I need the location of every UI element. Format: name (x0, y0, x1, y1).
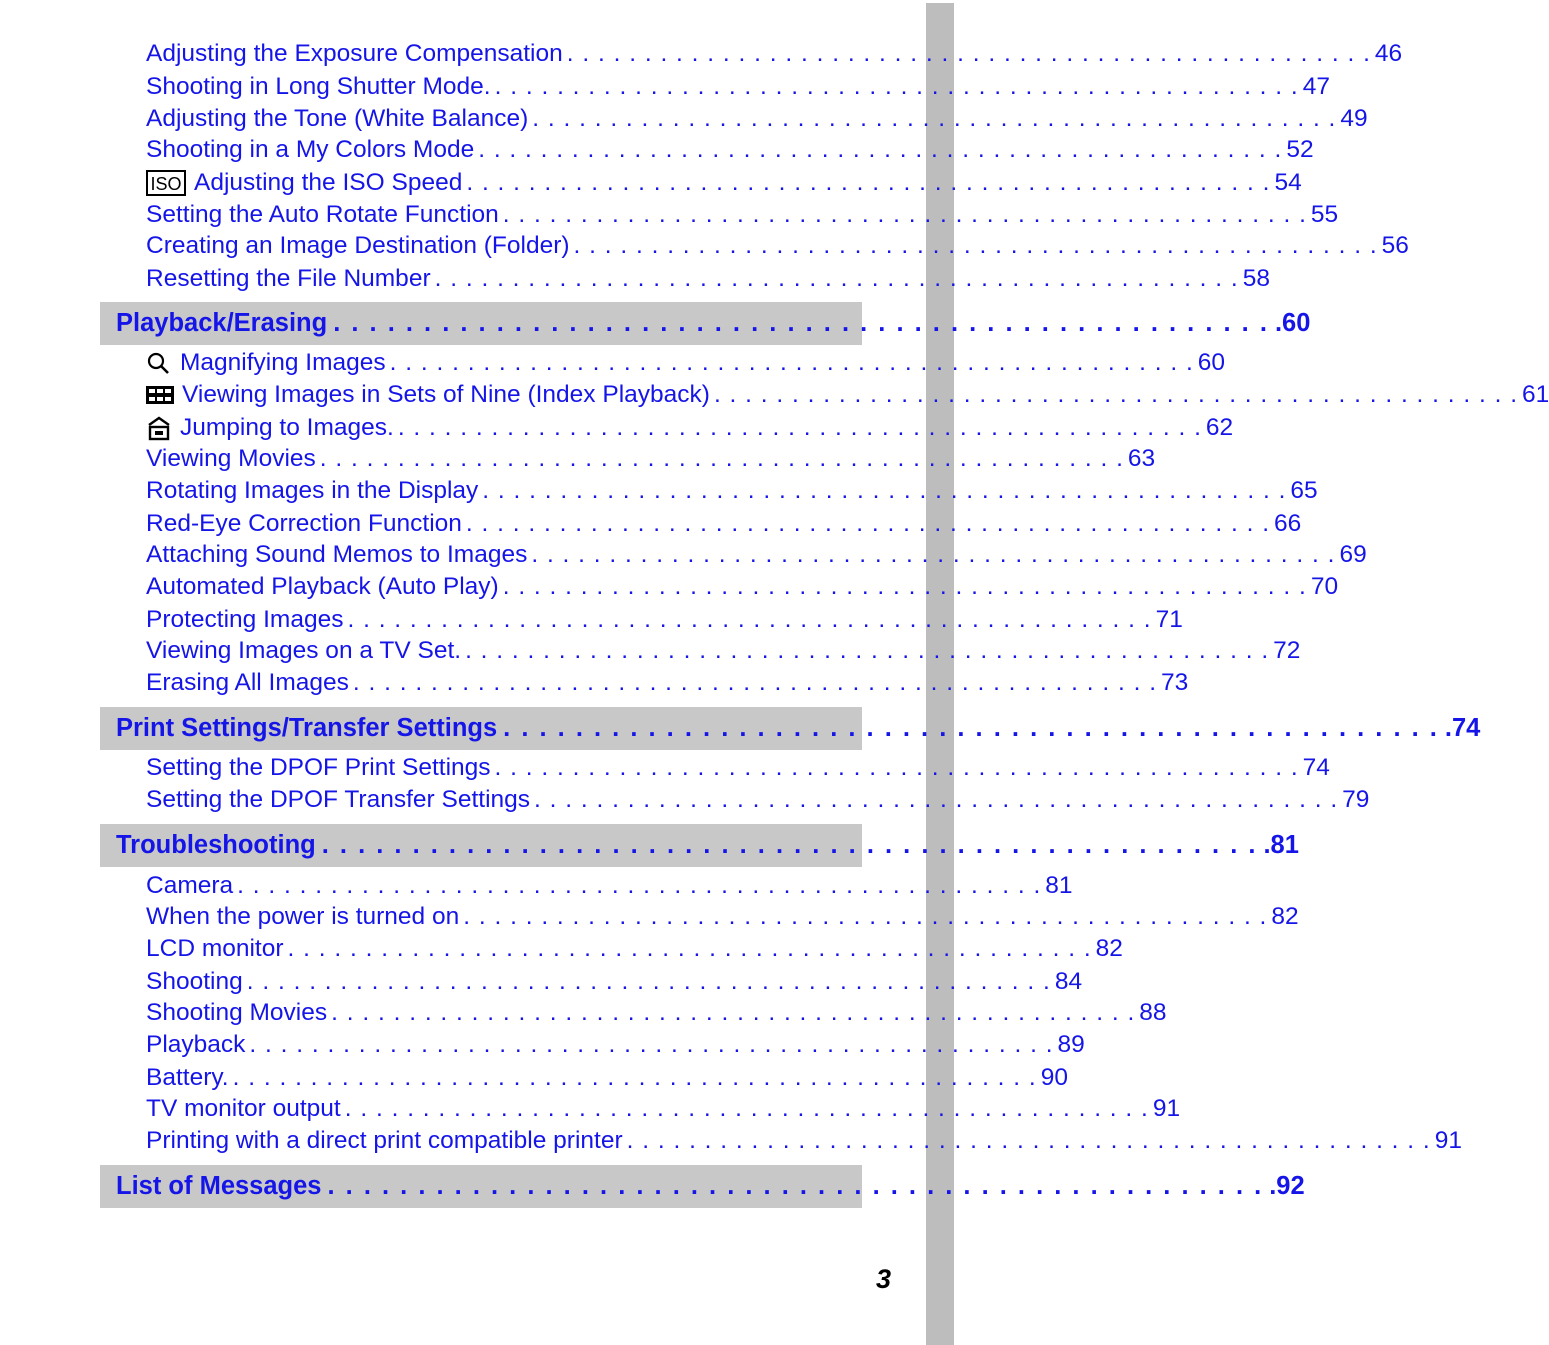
section-header-playback[interactable] (100, 302, 1311, 345)
toc-entry-page: 52 (1286, 136, 1314, 163)
toc-entry[interactable] (146, 412, 1234, 444)
toc-entry[interactable] (146, 443, 1156, 475)
leader-dots: . . . . . . . . . . . . . . . . . . . . . . . . . . . . . . . . . . . . . . . . . . . . . . . . . . . . (463, 903, 1268, 930)
toc-entry[interactable] (146, 966, 1083, 998)
toc-entry-page: 88 (1139, 999, 1167, 1026)
toc-entry[interactable] (146, 71, 1330, 103)
toc-entry-title: Red-Eye Correction Function (146, 510, 462, 537)
page-number: 3 (876, 1264, 892, 1294)
toc-entry-title: Shooting in a My Colors Mode (146, 136, 475, 163)
toc-entry-title: Playback (146, 1031, 246, 1058)
leader-dots: . . . . . . . . . . . . . . . . . . . . . . . . . . . . . . . . . . . . . . . . . . . . . . . . . . . . (327, 1172, 1264, 1200)
toc-entry[interactable] (146, 1029, 1085, 1061)
section-title: Playback/Erasing (116, 309, 328, 337)
toc-entry-title: Attaching Sound Memos to Images (146, 541, 528, 568)
toc-entry-title: Printing with a direct print compatible printer (146, 1127, 623, 1154)
toc-entry[interactable] (146, 134, 1314, 166)
toc-entry-page: 60 (1197, 349, 1226, 376)
section-page: .92 (1269, 1172, 1305, 1200)
leader-dots: . . . . . . . . . . . . . . . . . . . . . . . . . . . . . . . . . . . . . . . . . . . . . . . . . . . . (347, 606, 1152, 633)
section-header-troubleshooting[interactable] (100, 824, 1299, 867)
toc-entry-page: 72 (1273, 637, 1301, 664)
toc-entry[interactable] (146, 1062, 1068, 1094)
toc-entry[interactable] (146, 199, 1339, 231)
toc-entry-page: 79 (1342, 786, 1370, 813)
toc-entry-page: 66 (1274, 510, 1302, 537)
toc-entry[interactable] (146, 870, 1073, 902)
toc-entry-page: 74 (1302, 754, 1330, 781)
leader-dots: . . . . . . . . . . . . . . . . . . . . . . . . . . . . . . . . . . . . . . . . . . . . . . . . . . . . (566, 40, 1371, 67)
toc-entry-page: 90 (1040, 1064, 1068, 1091)
toc-entry[interactable] (146, 263, 1270, 295)
toc-entry-title: Viewing Images on a TV Set. (146, 637, 462, 664)
toc-entry-page: 62 (1205, 414, 1234, 441)
toc-entry-page: 65 (1290, 477, 1318, 504)
toc-entry-page: 82 (1095, 935, 1123, 962)
toc-entry-page: 54 (1274, 169, 1302, 196)
toc-entry-title: Camera (146, 872, 234, 899)
toc-entry[interactable] (146, 784, 1370, 816)
toc-entry-title: Adjusting the Exposure Compensation (146, 40, 563, 67)
jump-icon (146, 415, 172, 441)
toc-entry[interactable] (146, 901, 1299, 933)
toc-entry-title: Setting the DPOF Print Settings (146, 754, 491, 781)
toc-entry-page: 55 (1310, 201, 1339, 228)
toc-entry[interactable] (146, 604, 1183, 636)
section-page: .81 (1263, 831, 1299, 859)
leader-dots: . . . . . . . . . . . . . . . . . . . . . . . . . . . . . . . . . . . . . . . . . . . . . . . . . . . . (246, 968, 1051, 995)
toc-entry[interactable] (146, 230, 1409, 262)
toc-entry-title: When the power is turned on (146, 903, 460, 930)
leader-dots: . . . . . . . . . . . . . . . . . . . . . . . . . . . . . . . . . . . . . . . . . . . . . . . . . . . . (503, 714, 1439, 742)
leader-dots: . . . . . . . . . . . . . . . . . . . . . . . . . . . . . . . . . . . . . . . . . . . . . . . . . . . . (249, 1031, 1054, 1058)
toc-entry-title: Setting the Auto Rotate Function (146, 201, 499, 228)
toc-entry-title: Magnifying Images (180, 349, 386, 376)
leader-dots: . . . . . . . . . . . . . . . . . . . . . . . . . . . . . . . . . . . . . . . . . . . . . . . . . . . . (397, 414, 1202, 441)
leader-dots: . . . . . . . . . . . . . . . . . . . . . . . . . . . . . . . . . . . . . . . . . . . . . . . . . . . . (232, 1064, 1037, 1091)
leader-dots: . . . . . . . . . . . . . . . . . . . . . . . . . . . . . . . . . . . . . . . . . . . . . . . . . . . . (478, 136, 1283, 163)
section-page: .60 (1274, 309, 1311, 337)
toc-entry-title: TV monitor output (146, 1095, 341, 1122)
toc-entry-page: 81 (1045, 872, 1073, 899)
toc-entry-page: 61 (1522, 381, 1549, 408)
leader-dots: . . . . . . . . . . . . . . . . . . . . . . . . . . . . . . . . . . . . . . . . . . . . . . . . . . . . (502, 201, 1307, 228)
leader-dots: . . . . . . . . . . . . . . . . . . . . . . . . . . . . . . . . . . . . . . . . . . . . . . . . . . . . (237, 872, 1042, 899)
toc-entry-title: Shooting Movies (146, 999, 328, 1026)
toc-entry-page: 82 (1271, 903, 1299, 930)
toc-entry-title: Resetting the File Number (146, 265, 431, 292)
leader-dots: . . . . . . . . . . . . . . . . . . . . . . . . . . . . . . . . . . . . . . . . . . . . . . . . . . . . (389, 349, 1194, 376)
toc-entry[interactable] (146, 508, 1302, 540)
toc-entry-page: 58 (1242, 265, 1270, 292)
toc-entry-title: Erasing All Images (146, 669, 349, 696)
leader-dots: . . . . . . . . . . . . . . . . . . . . . . . . . . . . . . . . . . . . . . . . . . . . . . . . . . . . (466, 169, 1271, 196)
section-title: Troubleshooting (116, 831, 316, 859)
toc-entry-title: Viewing Movies (146, 445, 316, 472)
toc-entry-title: Setting the DPOF Transfer Settings (146, 786, 531, 813)
toc-entry-title: Shooting (146, 968, 243, 995)
leader-dots: . . . . . . . . . . . . . . . . . . . . . . . . . . . . . . . . . . . . . . . . . . . . . . . . . . . . (319, 445, 1124, 472)
toc-entry[interactable] (146, 933, 1123, 965)
section-header-print-settings[interactable] (100, 707, 1481, 750)
toc-entry[interactable] (146, 539, 1367, 571)
leader-dots: . . . . . . . . . . . . . . . . . . . . . . . . . . . . . . . . . . . . . . . . . . . . . . . . . . . . (573, 232, 1378, 259)
toc-entry[interactable] (146, 1125, 1462, 1157)
toc-entry-page: 73 (1161, 669, 1189, 696)
leader-dots: . . . . . . . . . . . . . . . . . . . . . . . . . . . . . . . . . . . . . . . . . . . . . . . . . . . . (531, 541, 1336, 568)
toc-entry-page: 63 (1127, 445, 1156, 472)
leader-dots: . . . . . . . . . . . . . . . . . . . . . . . . . . . . . . . . . . . . . . . . . . . . . . . . . . . . (502, 573, 1307, 600)
leader-dots: . . . . . . . . . . . . . . . . . . . . . . . . . . . . . . . . . . . . . . . . . . . . . . . . . . . . (626, 1127, 1431, 1154)
toc-entry[interactable] (146, 347, 1226, 379)
leader-dots: . . . . . . . . . . . . . . . . . . . . . . . . . . . . . . . . . . . . . . . . . . . . . . . . . . . . (331, 999, 1136, 1026)
leader-dots: . . . . . . . . . . . . . . . . . . . . . . . . . . . . . . . . . . . . . . . . . . . . . . . . . . . . (713, 381, 1519, 408)
toc-entry-page: 71 (1155, 606, 1183, 633)
index-playback-icon (146, 386, 174, 404)
leader-dots: . . . . . . . . . . . . . . . . . . . . . . . . . . . . . . . . . . . . . . . . . . . . . . . . . . . . (333, 309, 1269, 337)
magnify-icon (146, 351, 172, 375)
toc-entry-page: 49 (1340, 105, 1368, 132)
toc-entry-title: Viewing Images in Sets of Nine (Index Playback) (182, 381, 710, 408)
toc-entry-page: 89 (1057, 1031, 1085, 1058)
toc-entry-page: 84 (1054, 968, 1083, 995)
section-title: Print Settings/Transfer Settings (116, 714, 498, 742)
leader-dots: . . . . . . . . . . . . . . . . . . . . . . . . . . . . . . . . . . . . . . . . . . . . . . . . . . . . (352, 669, 1158, 696)
toc-entry[interactable] (146, 379, 1549, 411)
toc-entry[interactable] (146, 752, 1330, 784)
toc-entry-title: Rotating Images in the Display (146, 477, 479, 504)
toc-entry-page: 46 (1374, 40, 1403, 67)
toc-entry-title: Battery. (146, 1064, 229, 1091)
leader-dots: . . . . . . . . . . . . . . . . . . . . . . . . . . . . . . . . . . . . . . . . . . . . . . . . . . . . (534, 786, 1339, 813)
toc-entry-page: 91 (1152, 1095, 1181, 1122)
leader-dots: . . . . . . . . . . . . . . . . . . . . . . . . . . . . . . . . . . . . . . . . . . . . . . . . . . . . (465, 510, 1271, 537)
toc-entry-title: Automated Playback (Auto Play) (146, 573, 499, 600)
leader-dots: . . . . . . . . . . . . . . . . . . . . . . . . . . . . . . . . . . . . . . . . . . . . . . . . . . . . (321, 831, 1258, 859)
toc-entry-page: 47 (1302, 73, 1330, 100)
toc-entry-title: Jumping to Images. (180, 414, 394, 441)
toc-entry-title: Shooting in Long Shutter Mode. (146, 73, 491, 100)
toc-entry[interactable] (146, 1093, 1181, 1125)
section-title: List of Messages (116, 1172, 322, 1200)
section-header-list-of-messages[interactable] (100, 1165, 1305, 1208)
toc-entry-page: 69 (1339, 541, 1367, 568)
toc-entry[interactable] (146, 635, 1301, 667)
toc-entry-title: LCD monitor (146, 935, 284, 962)
toc-entry[interactable] (146, 571, 1339, 603)
toc-entry-page: 70 (1310, 573, 1339, 600)
toc-entry-title: Creating an Image Destination (Folder) (146, 232, 570, 259)
iso-icon-label: ISO (150, 174, 182, 194)
leader-dots: . . . . . . . . . . . . . . . . . . . . . . . . . . . . . . . . . . . . . . . . . . . . . . . . . . . . (434, 265, 1239, 292)
toc-entry[interactable] (146, 103, 1368, 135)
iso-icon (146, 170, 186, 196)
leader-dots: . . . . . . . . . . . . . . . . . . . . . . . . . . . . . . . . . . . . . . . . . . . . . . . . . . . . (494, 73, 1299, 100)
toc-entry-page: 91 (1434, 1127, 1462, 1154)
leader-dots: . . . . . . . . . . . . . . . . . . . . . . . . . . . . . . . . . . . . . . . . . . . . . . . . . . . . (344, 1095, 1149, 1122)
leader-dots: . . . . . . . . . . . . . . . . . . . . . . . . . . . . . . . . . . . . . . . . . . . . . . . . . . . . (482, 477, 1287, 504)
leader-dots: . . . . . . . . . . . . . . . . . . . . . . . . . . . . . . . . . . . . . . . . . . . . . . . . . . . . (532, 105, 1337, 132)
toc-entry-title: Adjusting the ISO Speed (194, 169, 463, 196)
toc-entry[interactable] (146, 475, 1318, 507)
toc-entry[interactable] (146, 38, 1403, 70)
leader-dots: . . . . . . . . . . . . . . . . . . . . . . . . . . . . . . . . . . . . . . . . . . . . . . . . . . . . (287, 935, 1092, 962)
leader-dots: . . . . . . . . . . . . . . . . . . . . . . . . . . . . . . . . . . . . . . . . . . . . . . . . . . . . (465, 637, 1270, 664)
leader-dots: . . . . . . . . . . . . . . . . . . . . . . . . . . . . . . . . . . . . . . . . . . . . . . . . . . . . (494, 754, 1299, 781)
toc-entry[interactable] (146, 667, 1189, 699)
toc-entry-title: Adjusting the Tone (White Balance) (146, 105, 529, 132)
toc-entry[interactable] (146, 167, 1302, 199)
section-page: .74 (1444, 714, 1481, 742)
toc-entry-title: Protecting Images (146, 606, 344, 633)
toc-entry-page: 56 (1381, 232, 1409, 259)
toc-entry[interactable] (146, 997, 1167, 1029)
